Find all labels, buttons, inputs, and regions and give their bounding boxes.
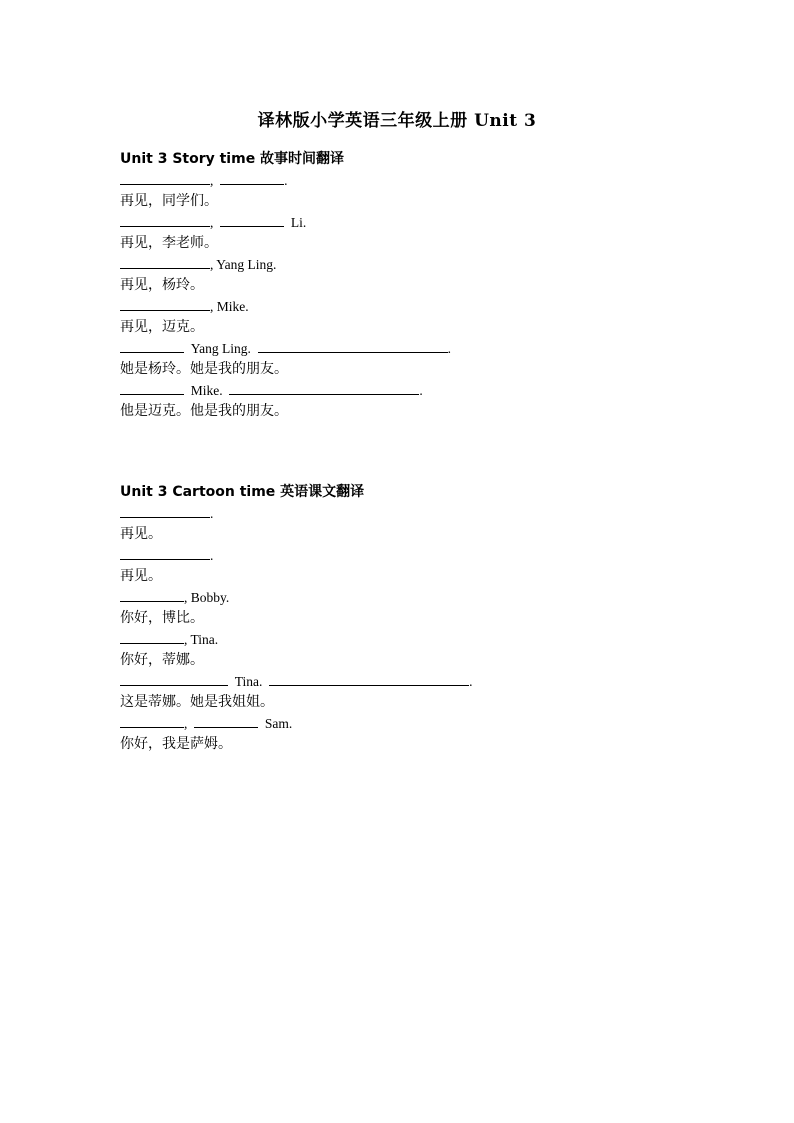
blank-line [120,714,184,728]
english-text: . [469,674,473,689]
chinese-line: 再见，同学们。 [120,193,218,209]
english-line [120,545,720,566]
english-text: Tina. [234,674,263,689]
english-text: Li. [290,215,307,230]
blank-line [120,588,184,602]
chinese-line: 再见。 [120,526,162,542]
blank-line [220,171,284,185]
english-line [120,587,720,608]
section-heading: Unit 3 Cartoon time 英语课文翻译 [120,484,365,500]
blank-line [120,171,210,185]
chinese-line: 你好，蒂娜。 [120,652,204,668]
english-line [120,380,720,401]
english-line: , . [120,170,720,191]
chinese-line: 他是迈克。他是我的朋友。 [120,403,288,419]
blank-line [120,213,210,227]
blank-line [269,672,469,686]
blank-line [120,381,184,395]
english-line [120,254,720,275]
chinese-line: 你好，我是萨姆。 [120,736,232,752]
chinese-line: 再见。 [120,568,162,584]
english-text: Sam. [264,716,293,731]
english-text: , Mike. [210,299,249,314]
chinese-line: 你好，博比。 [120,610,204,626]
english-line [120,503,720,524]
blank-line [120,255,210,269]
english-text: , Yang Ling. [210,257,277,272]
story-time-section [120,148,720,422]
english-text: . [419,383,423,398]
chinese-line: 再见，杨玲。 [120,277,204,293]
page-title: 译林版小学英语三年级上册 Unit 3 [257,111,537,131]
section-heading: Unit 3 Story time 故事时间翻译 [120,151,345,167]
blank-line [229,381,419,395]
english-text: , Bobby. [184,590,230,605]
chinese-line: 再见，迈克。 [120,319,204,335]
chinese-line: 她是杨玲。她是我的朋友。 [120,361,288,377]
english-text: . [210,506,214,521]
english-text: Yang Ling. [190,341,251,356]
english-line [120,296,720,317]
english-line: , Li. [120,212,720,233]
chinese-line: 再见，李老师。 [120,235,218,251]
blank-line [120,297,210,311]
blank-line [120,339,184,353]
english-text: Mike. [190,383,223,398]
blank-line [194,714,258,728]
blank-line [258,339,448,353]
blank-line [120,672,228,686]
blank-line [120,630,184,644]
blank-line [120,504,210,518]
blank-line [220,213,284,227]
cartoon-time-section [120,481,720,755]
english-text: . [210,548,214,563]
english-line [120,338,720,359]
english-text: . [284,173,288,188]
english-text: . [447,341,452,356]
english-line [120,629,720,650]
blank-line [120,546,210,560]
english-text: , Tina. [184,632,219,647]
english-line [120,671,720,692]
english-line: , Sam. [120,713,720,734]
chinese-line: 这是蒂娜。她是我姐姐。 [120,694,274,710]
